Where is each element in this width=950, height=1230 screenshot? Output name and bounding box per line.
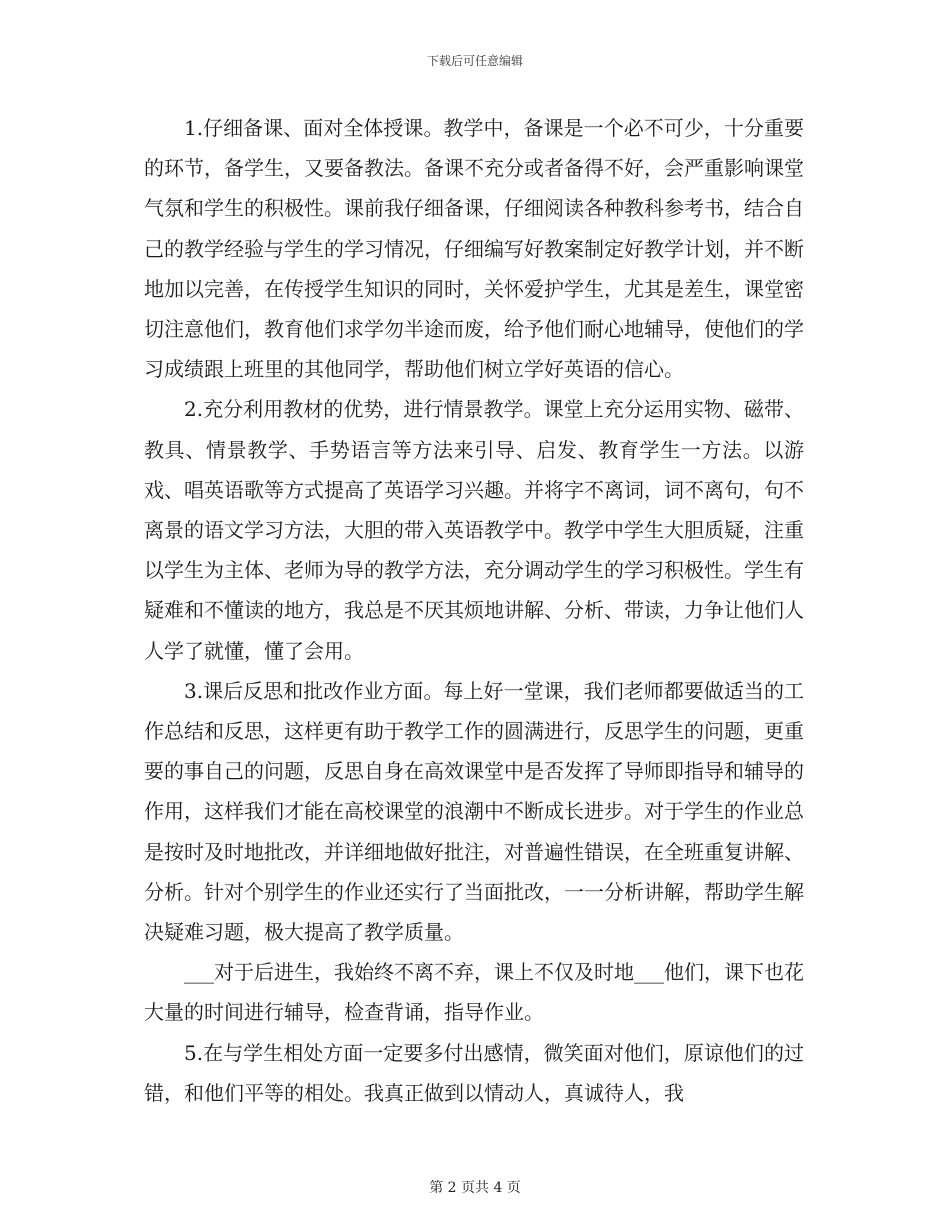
paragraph-5: 5.在与学生相处方面一定要多付出感情，微笑面对他们，原谅他们的过错，和他们平等的相处。我真正做到以情动人，真诚待人，我 (144, 1040, 804, 1105)
document-body (144, 108, 804, 1113)
page-footer: 第 2 页共 4 页 (429, 1180, 521, 1196)
paragraph-2: 2.充分利用教材的优势，进行情景教学。课堂上充分运用实物、磁带、教具、情景教学、手势语言等方法来引导、启发、教育学生一方法。以游戏、唱英语歌等方式提高了英语学习兴趣。并将字不离词，词不离句，句不离景的语文学习方法，大胆的带入英语教学中。教学中学生大胆质疑，注重以学生为主体、老师为导的教学方法，充分调动学生的学习积极性。学生有疑难和不懂读的地方，我总是不厌其烦地讲解、分析、带读，力争让他们人人学了就懂，懂了会用。 (144, 397, 804, 663)
paragraph-3: 3.课后反思和批改作业方面。每上好一堂课，我们老师都要做适当的工作总结和反思，这样更有助于教学工作的圆满进行，反思学生的问题，更重要的事自己的问题，反思自身在高效课堂中是否发挥了导师即指导和辅导的作用，这样我们才能在高校课堂的浪潮中不断成长进步。对于学生的作业总是按时及时地批改，并详细地做好批注，对普遍性错误，在全班重复讲解、分析。针对个别学生的作业还实行了当面批改，一一分析讲解，帮助学生解决疑难习题，极大提高了教学质量。 (144, 678, 804, 945)
paragraph-4: ___对于后进生，我始终不离不弃，课上不仅及时地___他们，课下也花大量的时间进行辅导，检查背诵，指导作业。 (144, 960, 804, 1025)
paragraph-1: 1.仔细备课、面对全体授课。教学中，备课是一个必不可少，十分重要的环节，备学生，又要备教法。备课不充分或者备得不好，会严重影响课堂气氛和学生的积极性。课前我仔细备课，仔细阅读各种教科参考书，结合自己的教学经验与学生的学习情况，仔细编写好教案制定好教学计划，并不断地加以完善，在传授学生知识的同时，关怀爱护学生，尤其是差生，课堂密切注意他们，教育他们求学勿半途而废，给予他们耐心地辅导，使他们的学习成绩跟上班里的其他同学，帮助他们树立学好英语的信心。 (144, 116, 804, 382)
page-header: 下载后可任意编辑 (426, 54, 523, 68)
